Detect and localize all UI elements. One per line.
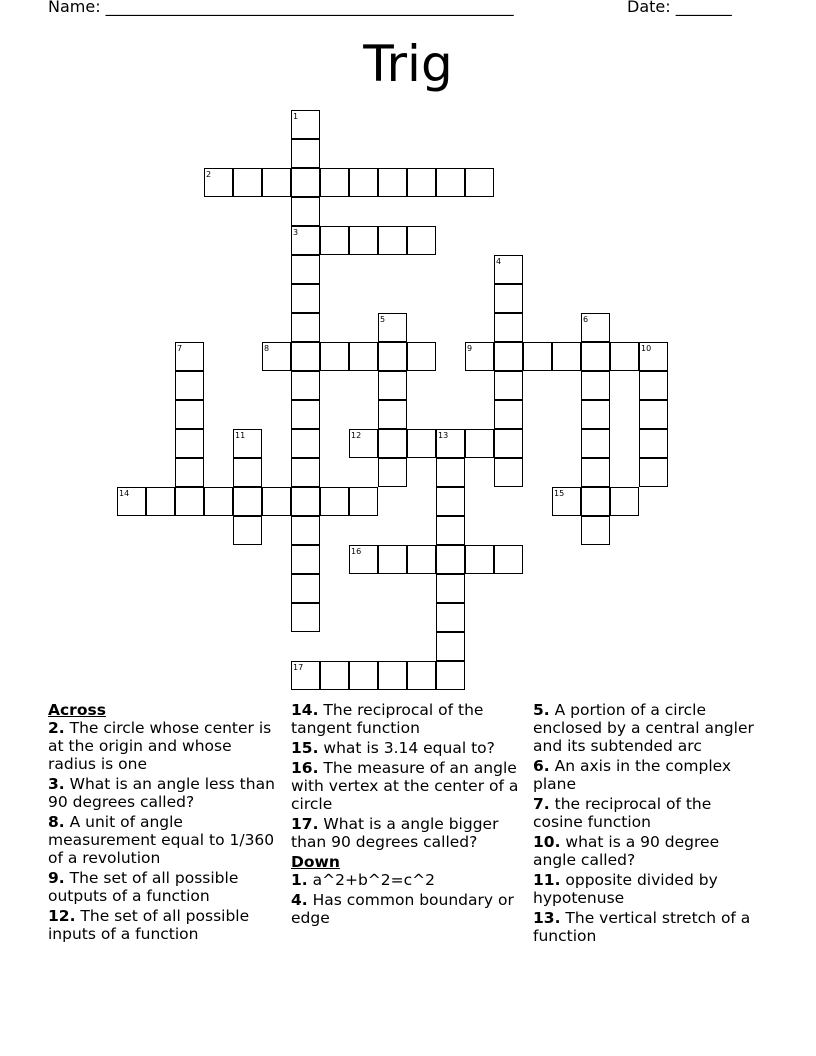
clue-label: 13. [533,909,561,927]
grid-cell[interactable] [639,400,668,429]
clue-item [291,891,523,927]
clue-item [533,795,765,831]
clue-number: 2 [206,170,212,179]
grid-cell[interactable] [407,661,436,690]
grid-cell[interactable] [465,429,494,458]
grid-cell[interactable] [349,429,378,458]
grid-cell[interactable] [494,255,523,284]
grid-cell[interactable] [494,400,523,429]
clue-label: 9. [48,869,65,887]
clue-number: 4 [496,257,502,266]
clue-text: what is a 90 degree angle called? [533,833,720,869]
grid-cell[interactable] [639,429,668,458]
grid-cell[interactable] [581,429,610,458]
grid-cell[interactable] [378,400,407,429]
clue-number: 14 [119,489,130,498]
grid-cell[interactable] [494,313,523,342]
clue-item [533,871,765,907]
clue-item [533,909,765,945]
clue-item [533,833,765,869]
clue-number: 3 [293,228,299,237]
grid-cell[interactable] [291,110,320,139]
grid-cell[interactable] [639,371,668,400]
grid-cell[interactable] [552,342,581,371]
grid-cell[interactable] [378,458,407,487]
clue-text: A unit of angle measurement equal to 1/360 of a revolution [48,813,275,867]
grid-cell[interactable] [349,168,378,197]
clue-text: The set of all possible inputs of a function [48,907,250,943]
clue-label: 6. [533,757,550,775]
clue-label: 17. [291,815,319,833]
grid-cell[interactable] [378,342,407,371]
grid-cell[interactable] [233,516,262,545]
clue-label: 12. [48,907,76,925]
clue-item [48,813,280,867]
grid-cell[interactable] [175,458,204,487]
clue-item [291,871,523,889]
grid-cell[interactable] [581,458,610,487]
clue-number: 15 [554,489,565,498]
grid-cell[interactable] [320,226,349,255]
page-title: Trig [363,35,453,93]
clue-label: 4. [291,891,308,909]
clue-label: 16. [291,759,319,777]
grid-cell[interactable] [175,487,204,516]
clue-label: 5. [533,701,550,719]
grid-cell[interactable] [407,226,436,255]
grid-cell[interactable] [291,603,320,632]
clue-item [533,757,765,793]
clue-item [291,759,523,813]
clue-text: An axis in the complex plane [533,757,732,793]
grid-cell[interactable] [291,371,320,400]
grid-cell[interactable] [233,168,262,197]
clues-column-2 [291,701,523,929]
grid-cell[interactable] [523,342,552,371]
grid-cell[interactable] [291,197,320,226]
grid-cell[interactable] [291,342,320,371]
clue-number: 16 [351,547,362,556]
grid-cell[interactable] [291,313,320,342]
grid-cell[interactable] [465,168,494,197]
clue-number: 5 [380,315,386,324]
grid-cell[interactable] [436,632,465,661]
grid-cell[interactable] [610,487,639,516]
grid-cell[interactable] [436,516,465,545]
grid-cell[interactable] [349,226,378,255]
clue-label: 7. [533,795,550,813]
grid-cell[interactable] [291,458,320,487]
grid-cell[interactable] [146,487,175,516]
grid-cell[interactable] [494,429,523,458]
grid-cell[interactable] [581,516,610,545]
grid-cell[interactable] [291,400,320,429]
grid-cell[interactable] [291,168,320,197]
clue-item [48,775,280,811]
grid-cell[interactable] [581,487,610,516]
grid-cell[interactable] [349,545,378,574]
clue-item [291,739,523,757]
grid-cell[interactable] [291,545,320,574]
clue-label: 1. [291,871,308,889]
clue-text: the reciprocal of the cosine function [533,795,712,831]
grid-cell[interactable] [291,516,320,545]
grid-cell[interactable] [233,458,262,487]
grid-cell[interactable] [291,284,320,313]
grid-cell[interactable] [175,371,204,400]
clue-item [533,701,765,755]
grid-cell[interactable] [291,574,320,603]
clue-label: 2. [48,719,65,737]
grid-cell[interactable] [204,487,233,516]
grid-cell[interactable] [581,371,610,400]
grid-cell[interactable] [494,284,523,313]
clue-number: 8 [264,344,270,353]
clue-text: The reciprocal of the tangent function [291,701,484,737]
grid-cell[interactable] [436,545,465,574]
grid-cell[interactable] [291,255,320,284]
clue-label: 3. [48,775,65,793]
clue-text: A portion of a circle enclosed by a central angler and its subtended arc [533,701,754,755]
grid-cell[interactable] [465,545,494,574]
grid-cell[interactable] [378,429,407,458]
grid-cell[interactable] [436,487,465,516]
grid-cell[interactable] [581,400,610,429]
clue-item [291,815,523,851]
grid-cell[interactable] [378,661,407,690]
grid-cell[interactable] [320,661,349,690]
clue-label: 15. [291,739,319,757]
grid-cell[interactable] [407,429,436,458]
clue-label: 11. [533,871,561,889]
grid-cell[interactable] [494,545,523,574]
grid-cell[interactable] [320,342,349,371]
grid-cell[interactable] [581,313,610,342]
clue-text: What is an angle less than 90 degrees called? [48,775,275,811]
name-field: Name: ___________________________________________________ [48,0,514,16]
clue-number: 11 [235,431,246,440]
clue-number: 10 [641,344,652,353]
clue-item [48,869,280,905]
grid-cell[interactable] [291,487,320,516]
grid-cell[interactable] [378,168,407,197]
clue-heading: Down [291,853,340,871]
date-field: Date: _______ [627,0,732,16]
clue-text: The vertical stretch of a function [533,909,751,945]
clue-heading: Across [48,701,106,719]
clue-text: What is a angle bigger than 90 degrees called? [291,815,499,851]
grid-cell[interactable] [494,371,523,400]
grid-cell[interactable] [436,603,465,632]
grid-cell[interactable] [233,487,262,516]
grid-cell[interactable] [378,371,407,400]
clue-number: 6 [583,315,589,324]
grid-cell[interactable] [204,168,233,197]
grid-cell[interactable] [291,226,320,255]
grid-cell[interactable] [639,342,668,371]
grid-cell[interactable] [465,342,494,371]
grid-cell[interactable] [378,313,407,342]
grid-cell[interactable] [407,168,436,197]
grid-cell[interactable] [262,168,291,197]
clues-column-3 [533,701,765,947]
grid-cell[interactable] [494,342,523,371]
clue-item [48,719,280,773]
grid-cell[interactable] [291,661,320,690]
grid-cell[interactable] [320,487,349,516]
grid-cell[interactable] [262,487,291,516]
clue-label: 8. [48,813,65,831]
clue-text: opposite divided by hypotenuse [533,871,718,907]
grid-cell[interactable] [436,661,465,690]
grid-cell[interactable] [552,487,581,516]
grid-cell[interactable] [233,429,262,458]
clue-item [48,907,280,943]
clue-text: The circle whose center is at the origin and whose radius is one [48,719,272,773]
grid-cell[interactable] [349,487,378,516]
clue-text: what is 3.14 equal to? [318,739,495,757]
grid-cell[interactable] [436,429,465,458]
grid-cell[interactable] [349,661,378,690]
grid-cell[interactable] [610,342,639,371]
clue-text: The set of all possible outputs of a function [48,869,239,905]
grid-cell[interactable] [581,342,610,371]
clue-number: 13 [438,431,449,440]
grid-cell[interactable] [175,342,204,371]
clue-number: 12 [351,431,362,440]
grid-cell[interactable] [436,168,465,197]
clue-number: 9 [467,344,473,353]
clue-number: 1 [293,112,299,121]
grid-cell[interactable] [291,429,320,458]
grid-cell[interactable] [291,139,320,168]
grid-cell[interactable] [320,168,349,197]
grid-cell[interactable] [639,458,668,487]
grid-cell[interactable] [436,458,465,487]
clues-column-1 [48,701,280,945]
grid-cell[interactable] [407,545,436,574]
clue-label: 10. [533,833,561,851]
grid-cell[interactable] [378,226,407,255]
grid-cell[interactable] [494,458,523,487]
grid-cell[interactable] [349,342,378,371]
grid-cell[interactable] [262,342,291,371]
grid-cell[interactable] [407,342,436,371]
grid-cell[interactable] [436,574,465,603]
grid-cell[interactable] [117,487,146,516]
clue-item [291,701,523,737]
clue-text: Has common boundary or edge [291,891,514,927]
clue-text: a^2+b^2=c^2 [307,871,435,889]
grid-cell[interactable] [175,400,204,429]
clue-label: 14. [291,701,319,719]
clue-text: The measure of an angle with vertex at the center of a circle [291,759,519,813]
clue-number: 7 [177,344,183,353]
grid-cell[interactable] [378,545,407,574]
clue-number: 17 [293,663,304,672]
grid-cell[interactable] [175,429,204,458]
